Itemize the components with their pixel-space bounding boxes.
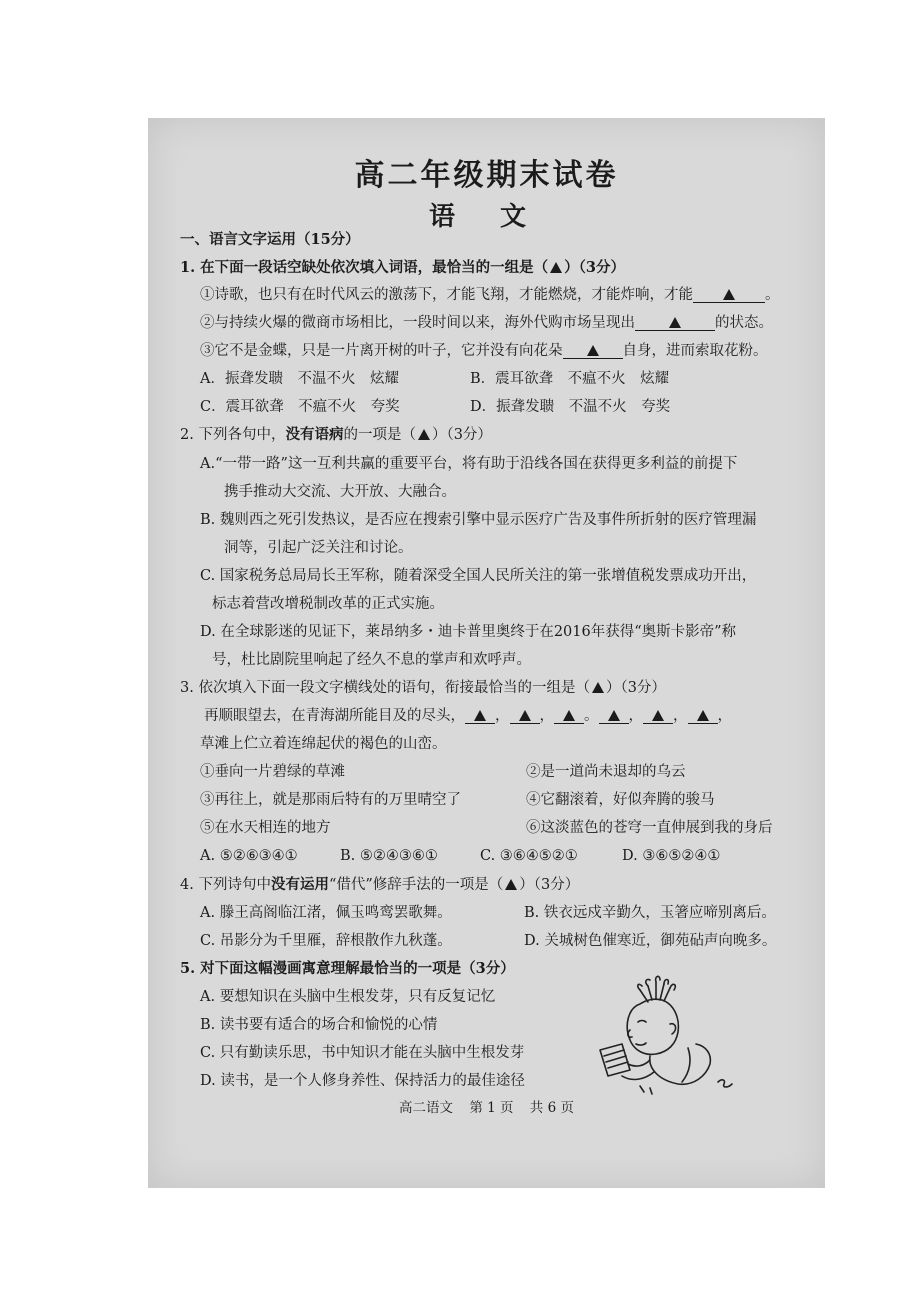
q5-option-d: D. 读书，是一个人修身养性、保持活力的最佳途径 [200,1073,525,1089]
triangle-icon [587,345,599,356]
q5-option-a: A. 要想知识在头脑中生根发芽，只有反复记忆 [200,989,496,1005]
section-heading: 一、语言文字运用（15分） [180,231,360,248]
answer-blank [465,709,495,724]
q3-option-b: B. ⑤②④③⑥① [340,848,438,864]
q3-sentence-2: ②是一道尚未退却的乌云 [526,764,686,780]
answer-blank [693,288,765,303]
answer-blank [563,344,623,359]
q2-option-d: D. 在全球影迷的见证下，莱昂纳多・迪卡普里奥终于在2016年获得“奥斯卡影帝”称 [200,624,737,640]
q1-option-b: B．震耳欲聋 不瘟不火 炫耀 [470,371,670,387]
q1-option-c: C．震耳欲聋 不瘟不火 夸奖 [200,399,400,415]
triangle-icon [519,710,531,721]
answer-blank [510,709,540,724]
q4-option-a: A. 滕王高阁临江渚，佩玉鸣鸾罢歌舞。 [200,905,452,921]
q1-sentence-2: ②与持续火爆的微商市场相比，一段时间以来，海外代购市场呈现出 的状态。 [200,315,773,331]
q2-option-b-cont: 洞等，引起广泛关注和讨论。 [224,540,413,556]
q3-sentence-6: ⑥这淡蓝色的苍穹一直伸展到我的身后 [526,820,773,836]
q4-option-d: D. 关城树色催寒近，御苑砧声向晚多。 [524,933,777,949]
q4-stem: 4. 下列诗句中没有运用“借代”修辞手法的一项是（ ）（3分） [180,876,580,893]
triangle-icon [418,429,430,440]
triangle-icon [592,682,604,693]
footer-page-number: 第 1 页 [469,1100,514,1116]
triangle-icon [697,710,709,721]
triangle-icon [474,710,486,721]
q3-stem: 3. 依次填入下面一段文字横线处的语句，衔接最恰当的一组是（ ）（3分） [180,680,666,696]
q2-option-a-cont: 携手推动大交流、大开放、大融合。 [224,484,456,500]
q4-option-b: B. 铁衣远戍辛勤久，玉箸应啼别离后。 [524,905,776,921]
page-footer [148,1096,825,1116]
q2-option-b: B. 魏则西之死引发热议，是否应在搜索引擎中显示医疗广告及事件所折射的医疗管理漏 [200,512,757,528]
footer-subject: 高二语文 [399,1100,454,1116]
q1-stem: 1. 在下面一段话空缺处依次填入词语，最恰当的一组是（ ）（3分） [180,259,626,276]
q1-sentence-1: ①诗歌，也只有在时代风云的激荡下，才能飞翔，才能燃烧，才能炸响，才能 。 [200,287,780,303]
cartoon-reader-illustration [578,964,738,1098]
q3-sentence-3: ③再往上，就是那雨后特有的万里晴空了 [200,792,461,808]
answer-blank [554,709,584,724]
exam-title: 高二年级期末试卷 [354,158,619,193]
exam-page [148,118,825,1188]
q2-option-c-cont: 标志着营改增税制改革的正式实施。 [212,596,444,612]
triangle-icon [550,262,562,273]
q5-option-c: C. 只有勤读乐思，书中知识才能在头脑中生根发芽 [200,1045,525,1061]
q5-option-b: B. 读书要有适合的场合和愉悦的心情 [200,1017,438,1033]
q4-option-c: C. 吊影分为千里雁，辞根散作九秋蓬。 [200,933,452,949]
q2-option-d-cont: 号，杜比剧院里响起了经久不息的掌声和欢呼声。 [212,652,531,668]
q1-option-a: A．振聋发聩 不温不火 炫耀 [200,371,399,387]
q3-sentence-1: ①垂向一片碧绿的草滩 [200,764,345,780]
q1-sentence-3: ③它不是金蝶，只是一片离开树的叶子，它并没有向花朵 自身，进而索取花粉。 [200,343,768,359]
triangle-icon [723,289,735,300]
answer-blank [688,709,718,724]
q3-passage: 再顺眼望去，在青海湖所能目及的尽头， ， ， 。 ， ， ， [204,708,732,724]
triangle-icon [608,710,620,721]
q3-passage-cont: 草滩上伫立着连绵起伏的褐色的山峦。 [200,736,447,752]
triangle-icon [669,317,681,328]
q2-stem: 2. 下列各句中，没有语病的一项是（ ）（3分） [180,426,492,443]
q3-sentence-5: ⑤在水天相连的地方 [200,820,331,836]
triangle-icon [505,879,517,890]
footer-total-pages: 共 6 页 [529,1100,574,1116]
q2-option-c: C. 国家税务总局局长王军称，随着深受全国人民所关注的第一张增值税发票成功开出， [200,568,757,584]
q3-option-d: D. ③⑥⑤②④① [622,848,721,864]
triangle-icon [652,710,664,721]
q5-stem: 5. 对下面这幅漫画寓意理解最恰当的一项是（3分） [180,960,515,977]
exam-subject: 语 文 [428,202,545,232]
answer-blank [635,316,715,331]
q3-sentence-4: ④它翻滚着，好似奔腾的骏马 [526,792,715,808]
q1-option-d: D．振聋发聩 不温不火 夸奖 [470,399,671,415]
q2-option-a: A.“一带一路”这一互利共赢的重要平台，将有助于沿线各国在获得更多利益的前提下 [200,456,738,472]
q3-option-c: C. ③⑥④⑤②① [480,848,578,864]
q3-option-a: A. ⑤②⑥③④① [200,848,298,864]
answer-blank [643,709,673,724]
answer-blank [599,709,629,724]
triangle-icon [563,710,575,721]
